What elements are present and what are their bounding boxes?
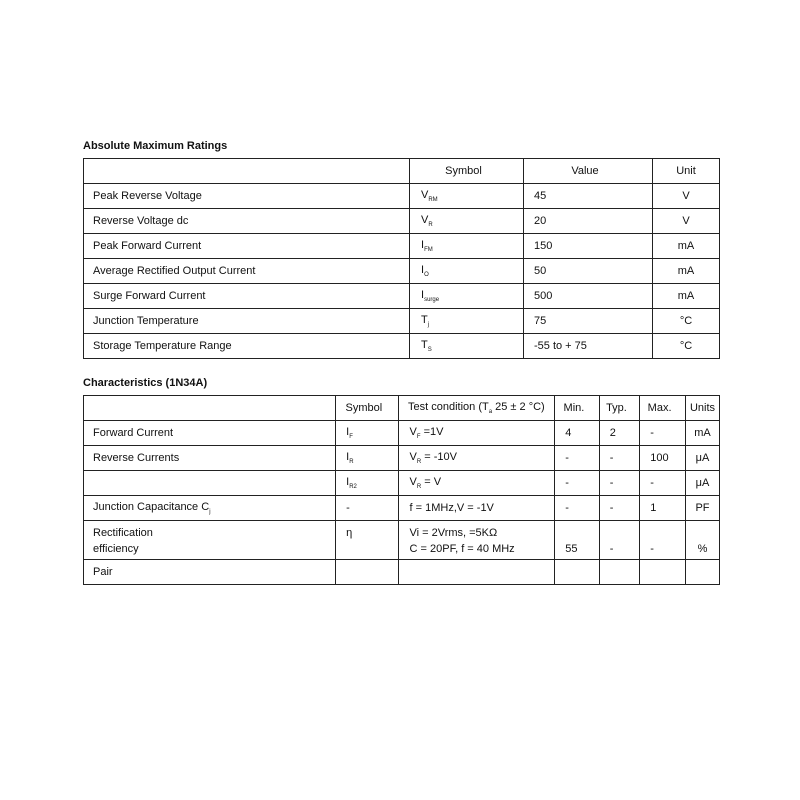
cell-value: 20	[524, 209, 653, 234]
cell-unit: μA	[685, 446, 719, 471]
cell-min: -	[555, 496, 599, 521]
cell-parameter: Peak Forward Current	[84, 234, 410, 259]
table-row	[84, 446, 720, 471]
cell-value: 45	[524, 184, 653, 209]
cell-value: -55 to + 75	[524, 334, 653, 359]
header-typ: Typ.	[599, 396, 640, 421]
cell-symbol	[336, 560, 398, 585]
condition-suffix: =1V	[420, 426, 444, 438]
condition-line1: Vi = 2Vrms, =5KΩ	[409, 527, 498, 539]
cell-unit: μA	[685, 471, 719, 496]
cell-unit: mA	[653, 234, 720, 259]
cell-symbol: η	[336, 521, 398, 560]
cell-min: -	[555, 471, 599, 496]
header-units: Units	[685, 396, 719, 421]
table-row	[84, 259, 720, 284]
cell-typ: -	[599, 521, 640, 560]
condition-suffix: = V	[421, 476, 442, 488]
cell-test-condition	[398, 446, 555, 471]
cell-symbol	[410, 309, 524, 334]
cell-symbol	[336, 471, 398, 496]
cell-value: 75	[524, 309, 653, 334]
parameter-subscript: j	[209, 509, 211, 515]
symbol-subscript: R2	[349, 484, 357, 490]
table-row	[84, 421, 720, 446]
header-parameter	[84, 396, 336, 421]
cell-unit: %	[685, 521, 719, 560]
cell-typ: 2	[599, 421, 640, 446]
cell-symbol	[410, 234, 524, 259]
header-symbol: Symbol	[410, 159, 524, 184]
cell-unit: V	[653, 209, 720, 234]
cell-parameter	[84, 471, 336, 496]
symbol-letter: I	[421, 264, 425, 276]
symbol-subscript: S	[427, 347, 432, 353]
symbol-letter: V	[421, 214, 429, 226]
cell-max: 1	[640, 496, 686, 521]
cell-unit: °C	[653, 309, 720, 334]
header-test-condition	[398, 396, 555, 421]
cell-parameter: Reverse Voltage dc	[84, 209, 410, 234]
cell-min: -	[555, 446, 599, 471]
table-row	[84, 521, 720, 560]
condition-text: V	[409, 426, 417, 438]
symbol-subscript: R	[349, 459, 354, 465]
section-title-characteristics: Characteristics (1N34A)	[83, 377, 208, 389]
condition-line2: C = 20PF, f = 40 MHz	[409, 543, 515, 555]
cell-typ: -	[599, 471, 640, 496]
cell-parameter: Storage Temperature Range	[84, 334, 410, 359]
cell-unit: °C	[653, 334, 720, 359]
parameter-text: Junction Capacitance C	[93, 501, 210, 513]
cell-parameter	[84, 496, 336, 521]
symbol-subscript: surge	[424, 297, 440, 303]
header-symbol: Symbol	[336, 396, 398, 421]
cell-symbol	[410, 259, 524, 284]
header-max: Max.	[640, 396, 686, 421]
header-parameter	[84, 159, 410, 184]
cell-min: 55	[555, 521, 599, 560]
cell-test-condition	[398, 421, 555, 446]
table-row	[84, 234, 720, 259]
symbol-letter: T	[421, 314, 428, 326]
cell-symbol: -	[336, 496, 398, 521]
cell-max	[640, 560, 686, 585]
symbol-subscript: j	[427, 322, 430, 328]
header-test-condition-suffix: 25 ± 2 °C)	[492, 401, 545, 413]
symbol-subscript: FM	[424, 247, 433, 253]
header-unit: Unit	[653, 159, 720, 184]
cell-max: -	[640, 471, 686, 496]
characteristics-table	[83, 395, 720, 585]
table-row	[84, 560, 720, 585]
cell-value: 150	[524, 234, 653, 259]
cell-test-condition	[398, 560, 555, 585]
cell-parameter	[84, 521, 336, 560]
cell-unit	[685, 560, 719, 585]
symbol-letter: I	[421, 289, 425, 301]
cell-parameter: Pair	[84, 560, 336, 585]
cell-min	[555, 560, 599, 585]
cell-max: -	[640, 421, 686, 446]
table-header-row	[84, 159, 720, 184]
cell-symbol	[410, 334, 524, 359]
cell-typ: -	[599, 446, 640, 471]
cell-typ	[599, 560, 640, 585]
table-header-row	[84, 396, 720, 421]
cell-test-condition: f = 1MHz,V = -1V	[398, 496, 555, 521]
symbol-subscript: F	[349, 434, 353, 440]
table-row	[84, 284, 720, 309]
cell-max: -	[640, 521, 686, 560]
cell-max: 100	[640, 446, 686, 471]
cell-parameter: Peak Reverse Voltage	[84, 184, 410, 209]
cell-unit: PF	[685, 496, 719, 521]
condition-subscript: F	[416, 434, 421, 440]
cell-parameter: Reverse Currents	[84, 446, 336, 471]
table-row	[84, 209, 720, 234]
condition-text: V	[409, 476, 417, 488]
symbol-letter: I	[346, 476, 350, 488]
cell-parameter: Surge Forward Current	[84, 284, 410, 309]
section-title-absolute-maximum-ratings: Absolute Maximum Ratings	[83, 140, 228, 152]
parameter-line1: Rectification	[93, 527, 153, 539]
condition-text: V	[409, 451, 417, 463]
condition-subscript: R	[416, 484, 422, 490]
cell-value: 50	[524, 259, 653, 284]
cell-unit: mA	[653, 259, 720, 284]
symbol-letter: T	[421, 339, 428, 351]
header-test-condition-text: Test condition (T	[408, 401, 489, 413]
cell-symbol	[336, 421, 398, 446]
table-row	[84, 309, 720, 334]
header-min: Min.	[555, 396, 599, 421]
condition-suffix: = -10V	[421, 451, 457, 463]
cell-parameter: Average Rectified Output Current	[84, 259, 410, 284]
cell-symbol	[336, 446, 398, 471]
cell-unit: mA	[653, 284, 720, 309]
cell-unit: V	[653, 184, 720, 209]
cell-typ: -	[599, 496, 640, 521]
cell-parameter: Junction Temperature	[84, 309, 410, 334]
table-row	[84, 334, 720, 359]
header-value: Value	[524, 159, 653, 184]
symbol-letter: I	[346, 451, 350, 463]
cell-symbol	[410, 284, 524, 309]
cell-unit: mA	[685, 421, 719, 446]
cell-value: 500	[524, 284, 653, 309]
cell-parameter: Forward Current	[84, 421, 336, 446]
symbol-letter: V	[421, 189, 429, 201]
absolute-maximum-ratings-table	[83, 158, 720, 359]
cell-symbol	[410, 184, 524, 209]
cell-min: 4	[555, 421, 599, 446]
cell-test-condition	[398, 471, 555, 496]
cell-test-condition	[398, 521, 555, 560]
symbol-letter: I	[421, 239, 425, 251]
symbol-subscript: O	[424, 272, 429, 278]
symbol-subscript: RM	[428, 197, 438, 203]
symbol-letter: I	[346, 426, 350, 438]
table-row	[84, 496, 720, 521]
condition-subscript: R	[416, 459, 422, 465]
table-row	[84, 471, 720, 496]
symbol-subscript: R	[428, 222, 433, 228]
cell-symbol	[410, 209, 524, 234]
table-row	[84, 184, 720, 209]
parameter-line2: efficiency	[93, 543, 139, 555]
header-test-condition-subscript: a	[488, 409, 493, 415]
